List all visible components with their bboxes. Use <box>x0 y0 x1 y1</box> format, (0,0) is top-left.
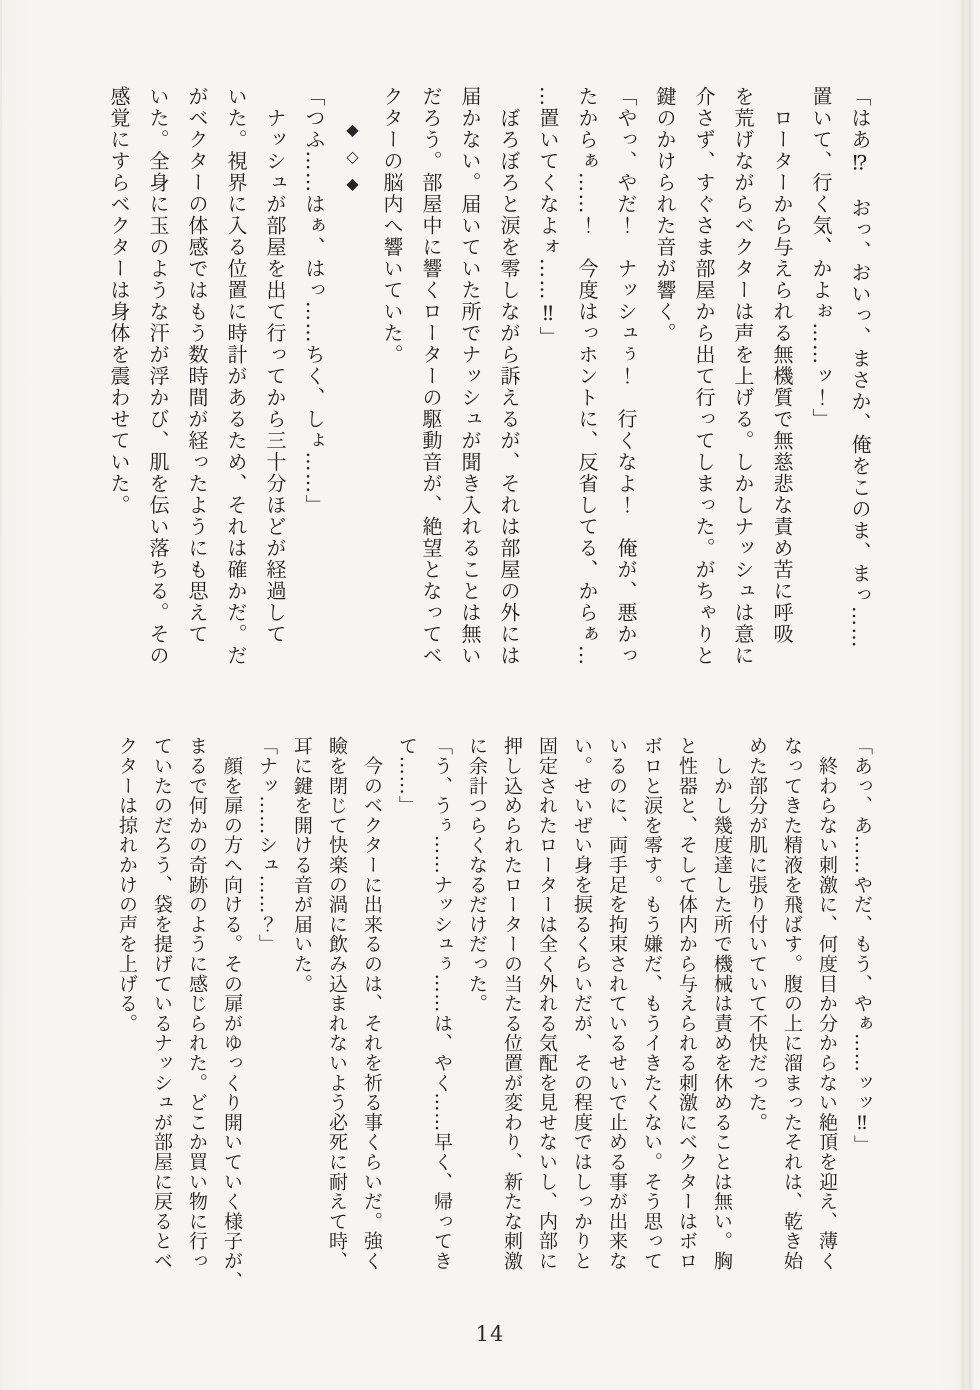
text-line: ていたのだろう、袋を提げているナッシュが部屋に戻るとベ <box>151 736 173 1271</box>
text-line: 「あっ、あ……やだ、もう、やぁ……ッッ‼」 <box>851 736 873 1155</box>
text-line: 瞼を閉じて快楽の渦に飲み込まれないよう必死に耐えて時、 <box>326 736 348 1271</box>
text-line: しかし幾度達した所で機械は責めを休めることは無い。胸 <box>711 736 733 1271</box>
text-line: 固定されたローターは全く外れる気配を見せないし、内部に <box>536 736 558 1271</box>
scan-edge-right <box>960 0 974 1390</box>
text-line: 届かない。届いていた所でナッシュが聞き入れることは無い <box>458 86 482 667</box>
top-text-block <box>99 86 879 666</box>
text-line: めた部分が肌に張り付いていて不快だった。 <box>746 736 768 1132</box>
text-line: に余計つらくなるだけだった。 <box>466 736 488 1014</box>
text-line: い。せいぜい身を捩るくらいだが、その程度ではしっかりと <box>571 736 593 1271</box>
text-line: 「はあ⁉ おっ、おいっ、まさか、俺をこのま、まっ…… <box>848 86 872 649</box>
text-line: いるのに、両手足を拘束されているせいで止める事が出来な <box>606 736 628 1271</box>
text-line: 押し込められたローターの当たる位置が変わり、新たな刺激 <box>501 736 523 1271</box>
text-line: と性器と、そして体内から与えられる刺激にベクターはボロ <box>676 736 698 1271</box>
text-line: クターの脳内へ響いていた。 <box>380 86 404 366</box>
text-line: ◆◇◆ <box>343 120 362 201</box>
text-line: 置いて、行く気、かよぉ……ッ！」 <box>809 86 833 430</box>
text-line: だろう。部屋中に響くローターの駆動音が、絶望となってベ <box>419 86 443 667</box>
text-line: て……」 <box>396 736 418 816</box>
bottom-text-block <box>109 736 879 1296</box>
text-line: いた。全身に玉のような汗が浮かび、肌を伝い落ちる。その <box>146 86 170 667</box>
text-line: ボロと涙を零す。もう嫌だ、もうイきたくない。そう思って <box>641 736 663 1271</box>
page-number: 14 <box>475 1322 505 1346</box>
text-line: 終わらない刺激に、何度目か分からない絶頂を迎え、薄く <box>816 736 838 1271</box>
text-line: 感覚にすらベクターは身体を震わせていた。 <box>107 86 131 516</box>
text-line: ぼろぼろと涙を零しながら訴えるが、それは部屋の外には <box>497 86 521 667</box>
text-line: いた。視界に入る位置に時計があるため、それは確かだ。だ <box>224 86 248 667</box>
text-line: 「やっ、やだ！ ナッシュぅ！ 行くなよ！ 俺が、悪かっ <box>614 86 638 667</box>
text-line: なってきた精液を飛ばす。腹の上に溜まったそれは、乾き始 <box>781 736 803 1271</box>
text-line: ローターから与えられる無機質で無慈悲な責め苦に呼吸 <box>770 86 794 645</box>
text-line: 「つふ……はぁ、はっ……ちく、しょ……」 <box>302 86 326 516</box>
text-line: まるで何かの奇跡のように感じられた。どこか買い物に行っ <box>186 736 208 1271</box>
text-line: 鍵のかけられた音が響く。 <box>653 86 677 344</box>
text-line: 「う、うぅ……ナッシュぅ……は、やく……早く、帰ってき <box>431 736 453 1271</box>
text-line: 顔を扉の方へ向ける。その扉がゆっくり開いていく様子が、 <box>221 736 243 1291</box>
text-line: …置いてくなよォ……‼」 <box>536 86 560 348</box>
scan-edge-left <box>0 0 2 1390</box>
text-line: 耳に鍵を開ける音が届いた。 <box>291 736 313 994</box>
text-line: を荒げながらベクターは声を上げる。しかしナッシュは意に <box>731 86 755 667</box>
text-line: 今のベクターに出来るのは、それを祈る事くらいだ。強く <box>361 736 383 1271</box>
text-line: たからぁ……！ 今度はっホントに、反省してる、からぁ… <box>575 86 599 667</box>
text-line: がベクターの体感ではもう数時間が経ったようにも思えて <box>185 86 209 645</box>
text-line: 介さず、すぐさま部屋から出て行ってしまった。がちゃりと <box>692 86 716 667</box>
text-line: ナッシュが部屋を出て行ってから三十分ほどが経過して <box>263 86 287 645</box>
text-line: 「ナッ……シュ……？」 <box>256 736 278 954</box>
text-line: クターは掠れかけの声を上げる。 <box>116 736 138 1033</box>
